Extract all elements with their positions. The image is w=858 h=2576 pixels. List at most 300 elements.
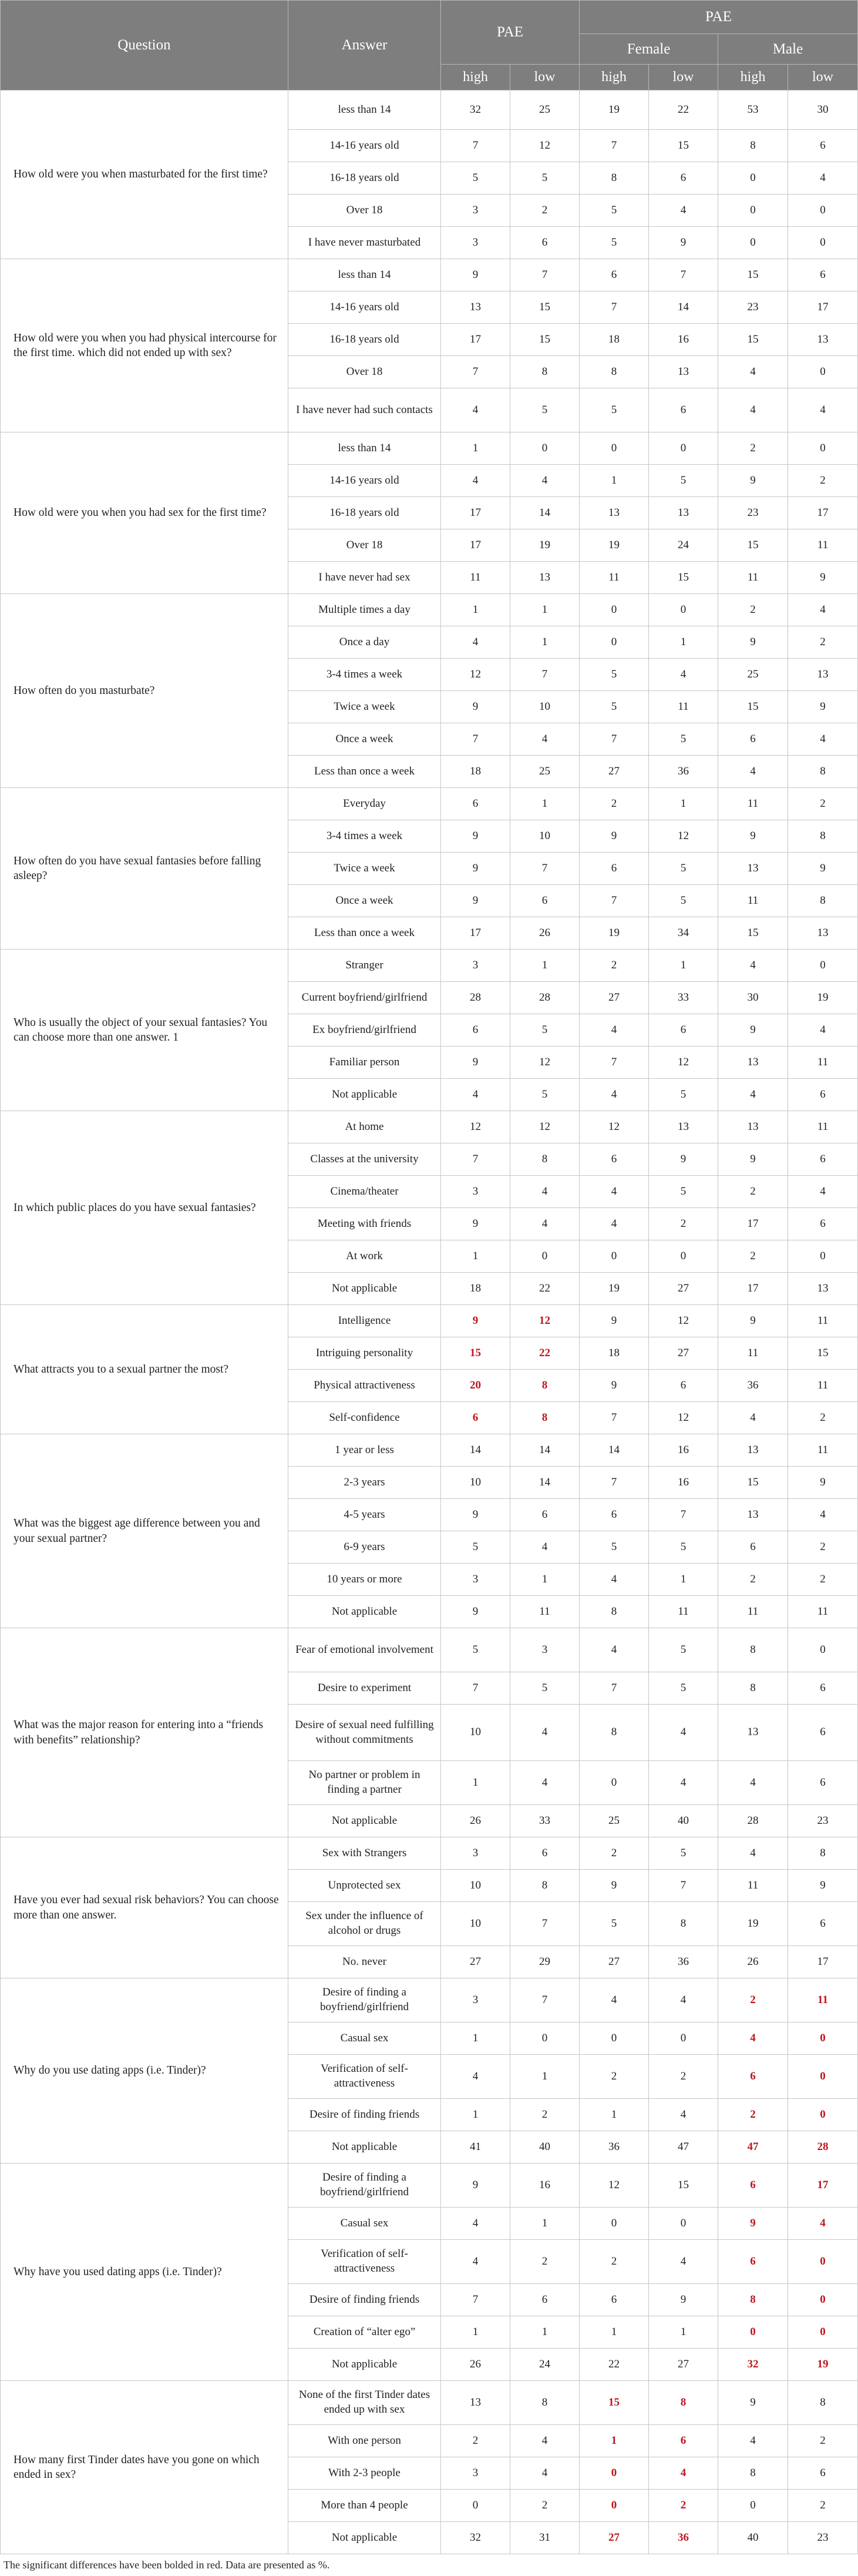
answer-cell: Over 18 (288, 194, 441, 227)
value-cell: 8 (788, 885, 858, 917)
value-cell: 2 (788, 1531, 858, 1564)
value-cell: 0 (580, 2022, 649, 2055)
value-cell: 9 (788, 853, 858, 885)
value-cell: 8 (718, 1628, 788, 1672)
value-cell: 9 (718, 626, 788, 659)
value-cell: 9 (649, 2284, 718, 2316)
value-cell: 4 (441, 465, 510, 497)
value-cell: 12 (510, 130, 580, 162)
value-cell: 9 (441, 1305, 510, 1337)
value-cell: 5 (649, 1531, 718, 1564)
answer-cell: less than 14 (288, 432, 441, 465)
value-cell: 2 (510, 2240, 580, 2284)
value-cell: 4 (510, 1208, 580, 1240)
answer-cell: Not applicable (288, 1079, 441, 1111)
value-cell: 7 (580, 723, 649, 756)
value-cell: 8 (510, 1143, 580, 1176)
value-cell: 7 (649, 259, 718, 291)
answer-cell: Classes at the university (288, 1143, 441, 1176)
value-cell: 13 (718, 1046, 788, 1079)
answer-cell: Casual sex (288, 2208, 441, 2240)
value-cell: 8 (580, 162, 649, 194)
value-cell: 17 (788, 1946, 858, 1978)
value-cell: 2 (580, 2240, 649, 2284)
value-cell: 8 (718, 2284, 788, 2316)
answer-cell: Fear of emotional involvement (288, 1628, 441, 1672)
value-cell: 30 (788, 90, 858, 130)
value-cell: 13 (649, 1111, 718, 1143)
value-cell: 1 (649, 1564, 718, 1596)
value-cell: 26 (510, 917, 580, 950)
value-cell: 1 (441, 1761, 510, 1805)
value-cell: 32 (718, 2349, 788, 2381)
value-cell: 0 (788, 2316, 858, 2349)
value-cell: 9 (441, 1499, 510, 1531)
value-cell: 53 (718, 90, 788, 130)
answer-cell: Once a week (288, 723, 441, 756)
value-cell: 6 (788, 1761, 858, 1805)
answer-cell: Over 18 (288, 529, 441, 562)
value-cell: 8 (788, 820, 858, 853)
value-cell: 8 (718, 2457, 788, 2490)
value-cell: 13 (718, 1434, 788, 1467)
value-cell: 15 (718, 1467, 788, 1499)
value-cell: 6 (649, 2425, 718, 2457)
value-cell: 4 (788, 388, 858, 432)
value-cell: 0 (788, 227, 858, 259)
value-cell: 1 (441, 2316, 510, 2349)
value-cell: 28 (441, 982, 510, 1014)
table-row (1, 788, 858, 820)
value-cell: 4 (788, 162, 858, 194)
value-cell: 0 (788, 950, 858, 982)
value-cell: 26 (441, 2349, 510, 2381)
question-cell: How many first Tinder dates have you gone on which ended in sex? (1, 2381, 288, 2554)
value-cell: 11 (718, 1870, 788, 1902)
value-cell: 0 (649, 1240, 718, 1273)
answer-cell: Verification of self-attractiveness (288, 2240, 441, 2284)
value-cell: 1 (510, 594, 580, 626)
value-cell: 7 (580, 1046, 649, 1079)
value-cell: 0 (580, 1240, 649, 1273)
value-cell: 0 (649, 432, 718, 465)
value-cell: 33 (510, 1805, 580, 1837)
value-cell: 10 (441, 1902, 510, 1946)
value-cell: 3 (510, 1628, 580, 1672)
answer-cell: I have never had such contacts (288, 388, 441, 432)
value-cell: 2 (441, 2425, 510, 2457)
value-cell: 4 (580, 1978, 649, 2022)
value-cell: 16 (510, 2164, 580, 2208)
value-cell: 6 (649, 1014, 718, 1046)
value-cell: 11 (788, 1978, 858, 2022)
value-cell: 10 (441, 1870, 510, 1902)
value-cell: 4 (718, 388, 788, 432)
answer-cell: Current boyfriend/girlfriend (288, 982, 441, 1014)
value-cell: 5 (649, 1079, 718, 1111)
value-cell: 8 (788, 1837, 858, 1870)
value-cell: 5 (580, 388, 649, 432)
value-cell: 22 (510, 1337, 580, 1370)
value-cell: 23 (718, 497, 788, 529)
table-row (1, 432, 858, 465)
value-cell: 1 (441, 594, 510, 626)
value-cell: 19 (718, 1902, 788, 1946)
answer-cell: Once a day (288, 626, 441, 659)
value-cell: 0 (718, 2490, 788, 2522)
value-cell: 8 (510, 1870, 580, 1902)
question-cell: How old were you when masturbated for the first time? (1, 90, 288, 259)
value-cell: 6 (788, 2457, 858, 2490)
value-cell: 4 (718, 2425, 788, 2457)
value-cell: 5 (649, 1837, 718, 1870)
value-cell: 15 (788, 1337, 858, 1370)
value-cell: 7 (441, 356, 510, 388)
value-cell: 2 (510, 2490, 580, 2522)
value-cell: 6 (649, 1370, 718, 1402)
answer-cell: Unprotected sex (288, 1870, 441, 1902)
value-cell: 0 (510, 432, 580, 465)
value-cell: 5 (510, 1079, 580, 1111)
question-cell: Why do you use dating apps (i.e. Tinder)? (1, 1978, 288, 2164)
answer-cell: 16-18 years old (288, 162, 441, 194)
value-cell: 6 (510, 2284, 580, 2316)
table-row (1, 2381, 858, 2425)
value-cell: 27 (649, 1273, 718, 1305)
value-cell: 2 (580, 788, 649, 820)
value-cell: 2 (788, 626, 858, 659)
value-cell: 4 (718, 2022, 788, 2055)
answer-cell: Less than once a week (288, 917, 441, 950)
value-cell: 4 (788, 1176, 858, 1208)
value-cell: 13 (788, 324, 858, 356)
value-cell: 36 (718, 1370, 788, 1402)
answer-column-header: Answer (288, 1, 441, 90)
value-cell: 1 (580, 2425, 649, 2457)
value-cell: 17 (441, 324, 510, 356)
value-cell: 9 (718, 2208, 788, 2240)
value-cell: 40 (510, 2131, 580, 2164)
answer-cell: Everyday (288, 788, 441, 820)
value-cell: 12 (441, 1111, 510, 1143)
value-cell: 25 (580, 1805, 649, 1837)
value-cell: 4 (718, 950, 788, 982)
value-cell: 0 (718, 2316, 788, 2349)
value-cell: 9 (580, 1305, 649, 1337)
value-cell: 24 (510, 2349, 580, 2381)
answer-cell: Multiple times a day (288, 594, 441, 626)
answer-cell: Over 18 (288, 356, 441, 388)
answer-cell: I have never had sex (288, 562, 441, 594)
value-cell: 20 (441, 1370, 510, 1402)
value-cell: 7 (580, 1672, 649, 1705)
answer-cell: With 2-3 people (288, 2457, 441, 2490)
value-cell: 12 (510, 1305, 580, 1337)
value-cell: 3 (441, 1978, 510, 2022)
value-cell: 3 (441, 227, 510, 259)
value-cell: 22 (510, 1273, 580, 1305)
answer-cell: Self-confidence (288, 1402, 441, 1434)
value-cell: 40 (718, 2522, 788, 2554)
value-cell: 23 (788, 2522, 858, 2554)
value-cell: 40 (649, 1805, 718, 1837)
value-cell: 11 (718, 885, 788, 917)
value-cell: 15 (649, 2164, 718, 2208)
table-row (1, 594, 858, 626)
answer-cell: Ex boyfriend/girlfriend (288, 1014, 441, 1046)
value-cell: 8 (580, 356, 649, 388)
value-cell: 34 (649, 917, 718, 950)
value-cell: 0 (649, 2208, 718, 2240)
answer-cell: At work (288, 1240, 441, 1273)
value-cell: 5 (510, 162, 580, 194)
value-cell: 7 (580, 885, 649, 917)
value-cell: 0 (788, 2022, 858, 2055)
value-cell: 13 (788, 659, 858, 691)
value-cell: 30 (718, 982, 788, 1014)
value-cell: 4 (580, 1079, 649, 1111)
answer-cell: Physical attractiveness (288, 1370, 441, 1402)
answer-cell: No. never (288, 1946, 441, 1978)
value-cell: 8 (510, 1370, 580, 1402)
answer-cell: Not applicable (288, 1805, 441, 1837)
question-cell: How old were you when you had physical intercourse for the first time. which did not ended up with sex? (1, 259, 288, 432)
answer-cell: Not applicable (288, 2349, 441, 2381)
value-cell: 9 (718, 2381, 788, 2425)
value-cell: 4 (580, 1208, 649, 1240)
table-row (1, 1111, 858, 1143)
value-cell: 0 (649, 594, 718, 626)
value-cell: 1 (580, 2099, 649, 2131)
value-cell: 3 (441, 1837, 510, 1870)
value-cell: 7 (510, 659, 580, 691)
value-cell: 4 (649, 1978, 718, 2022)
value-cell: 11 (580, 562, 649, 594)
value-cell: 4 (649, 2240, 718, 2284)
answer-cell: 3-4 times a week (288, 820, 441, 853)
answer-cell: Cinema/theater (288, 1176, 441, 1208)
answer-cell: Sex under the influence of alcohol or drugs (288, 1902, 441, 1946)
value-cell: 3 (441, 1176, 510, 1208)
answer-cell: 2-3 years (288, 1467, 441, 1499)
question-cell: How old were you when you had sex for the first time? (1, 432, 288, 594)
value-cell: 11 (441, 562, 510, 594)
value-cell: 2 (788, 2425, 858, 2457)
value-cell: 1 (510, 1564, 580, 1596)
value-cell: 19 (580, 529, 649, 562)
answer-cell: More than 4 people (288, 2490, 441, 2522)
answer-cell: 14-16 years old (288, 130, 441, 162)
answer-cell: Verification of self-attractiveness (288, 2055, 441, 2099)
value-cell: 4 (788, 594, 858, 626)
value-cell: 0 (718, 227, 788, 259)
value-cell: 17 (441, 917, 510, 950)
value-cell: 13 (510, 562, 580, 594)
answer-cell: Meeting with friends (288, 1208, 441, 1240)
table-row (1, 2164, 858, 2208)
value-cell: 1 (510, 2055, 580, 2099)
pae-column-header: PAE (441, 1, 580, 65)
value-cell: 8 (510, 356, 580, 388)
value-cell: 15 (718, 917, 788, 950)
value-cell: 8 (788, 756, 858, 788)
answer-cell: 16-18 years old (288, 324, 441, 356)
value-cell: 13 (718, 853, 788, 885)
value-cell: 10 (441, 1705, 510, 1761)
value-cell: 8 (718, 130, 788, 162)
value-cell: 9 (441, 1046, 510, 1079)
table-row (1, 1978, 858, 2022)
value-cell: 15 (718, 529, 788, 562)
value-cell: 4 (718, 1079, 788, 1111)
value-cell: 11 (718, 1596, 788, 1628)
value-cell: 5 (649, 1672, 718, 1705)
value-cell: 5 (649, 885, 718, 917)
value-cell: 13 (580, 497, 649, 529)
value-cell: 9 (788, 691, 858, 723)
value-cell: 13 (718, 1705, 788, 1761)
value-cell: 4 (649, 659, 718, 691)
table-row (1, 1628, 858, 1672)
value-cell: 4 (788, 1499, 858, 1531)
value-cell: 6 (441, 1014, 510, 1046)
value-cell: 5 (441, 1628, 510, 1672)
value-cell: 4 (718, 1761, 788, 1805)
answer-cell: Familiar person (288, 1046, 441, 1079)
value-cell: 10 (510, 691, 580, 723)
value-cell: 6 (580, 2284, 649, 2316)
table-row (1, 259, 858, 291)
value-cell: 6 (510, 1499, 580, 1531)
value-cell: 27 (649, 2349, 718, 2381)
value-cell: 9 (788, 562, 858, 594)
question-cell: Why have you used dating apps (i.e. Tinder)? (1, 2164, 288, 2381)
value-cell: 4 (510, 723, 580, 756)
answer-cell: Desire of finding friends (288, 2284, 441, 2316)
value-cell: 26 (718, 1946, 788, 1978)
value-cell: 10 (510, 820, 580, 853)
value-cell: 0 (580, 626, 649, 659)
value-cell: 8 (649, 1902, 718, 1946)
value-cell: 10 (441, 1467, 510, 1499)
value-cell: 4 (441, 2208, 510, 2240)
value-cell: 15 (649, 130, 718, 162)
value-cell: 4 (510, 1705, 580, 1761)
answer-cell: Desire of finding friends (288, 2099, 441, 2131)
value-cell: 6 (649, 162, 718, 194)
value-cell: 9 (441, 885, 510, 917)
value-cell: 19 (580, 917, 649, 950)
value-cell: 0 (580, 1761, 649, 1805)
value-cell: 6 (510, 1837, 580, 1870)
answer-cell: Desire of finding a boyfriend/girlfriend (288, 1978, 441, 2022)
value-cell: 36 (649, 756, 718, 788)
value-cell: 11 (718, 788, 788, 820)
value-cell: 9 (580, 820, 649, 853)
value-cell: 27 (580, 756, 649, 788)
value-cell: 18 (441, 756, 510, 788)
value-cell: 13 (718, 1499, 788, 1531)
value-cell: 2 (788, 1564, 858, 1596)
value-cell: 9 (718, 1305, 788, 1337)
value-cell: 18 (580, 1337, 649, 1370)
value-cell: 4 (788, 1014, 858, 1046)
value-cell: 16 (649, 324, 718, 356)
value-cell: 6 (580, 1499, 649, 1531)
value-cell: 29 (510, 1946, 580, 1978)
value-cell: 6 (580, 259, 649, 291)
value-cell: 9 (441, 1208, 510, 1240)
value-cell: 4 (718, 1402, 788, 1434)
value-cell: 9 (441, 853, 510, 885)
value-cell: 4 (580, 1176, 649, 1208)
value-cell: 6 (788, 130, 858, 162)
value-cell: 17 (788, 2164, 858, 2208)
value-cell: 16 (649, 1467, 718, 1499)
answer-cell: Creation of “alter ego” (288, 2316, 441, 2349)
value-cell: 4 (510, 2425, 580, 2457)
value-cell: 6 (788, 1672, 858, 1705)
value-cell: 5 (580, 1902, 649, 1946)
value-cell: 6 (788, 1705, 858, 1761)
value-cell: 4 (718, 1837, 788, 1870)
answer-cell: 14-16 years old (288, 465, 441, 497)
value-cell: 9 (441, 1596, 510, 1628)
value-cell: 5 (649, 853, 718, 885)
value-cell: 19 (788, 982, 858, 1014)
answer-cell: 6-9 years (288, 1531, 441, 1564)
value-cell: 7 (510, 1978, 580, 2022)
value-cell: 19 (510, 529, 580, 562)
value-cell: 0 (510, 2022, 580, 2055)
value-cell: 2 (788, 788, 858, 820)
value-cell: 3 (441, 950, 510, 982)
value-cell: 11 (510, 1596, 580, 1628)
value-cell: 25 (718, 659, 788, 691)
value-cell: 1 (441, 1240, 510, 1273)
value-cell: 1 (510, 2208, 580, 2240)
value-cell: 11 (788, 1370, 858, 1402)
value-cell: 17 (718, 1208, 788, 1240)
value-cell: 28 (510, 982, 580, 1014)
value-cell: 9 (580, 1370, 649, 1402)
value-cell: 5 (649, 465, 718, 497)
value-cell: 14 (441, 1434, 510, 1467)
value-cell: 9 (649, 1143, 718, 1176)
value-cell: 19 (788, 2349, 858, 2381)
value-cell: 6 (441, 1402, 510, 1434)
value-cell: 31 (510, 2522, 580, 2554)
answer-cell: At home (288, 1111, 441, 1143)
value-cell: 28 (788, 2131, 858, 2164)
value-cell: 5 (580, 227, 649, 259)
pae-low-header: low (510, 65, 580, 90)
answer-cell: 16-18 years old (288, 497, 441, 529)
value-cell: 9 (788, 1467, 858, 1499)
value-cell: 6 (718, 723, 788, 756)
answer-cell: 4-5 years (288, 1499, 441, 1531)
answer-cell: less than 14 (288, 259, 441, 291)
answer-cell: Stranger (288, 950, 441, 982)
value-cell: 17 (788, 291, 858, 324)
answer-cell: No partner or problem in finding a partner (288, 1761, 441, 1805)
question-cell: In which public places do you have sexual fantasies? (1, 1111, 288, 1305)
value-cell: 41 (441, 2131, 510, 2164)
value-cell: 3 (441, 1564, 510, 1596)
value-cell: 0 (580, 432, 649, 465)
value-cell: 1 (649, 626, 718, 659)
value-cell: 47 (649, 2131, 718, 2164)
